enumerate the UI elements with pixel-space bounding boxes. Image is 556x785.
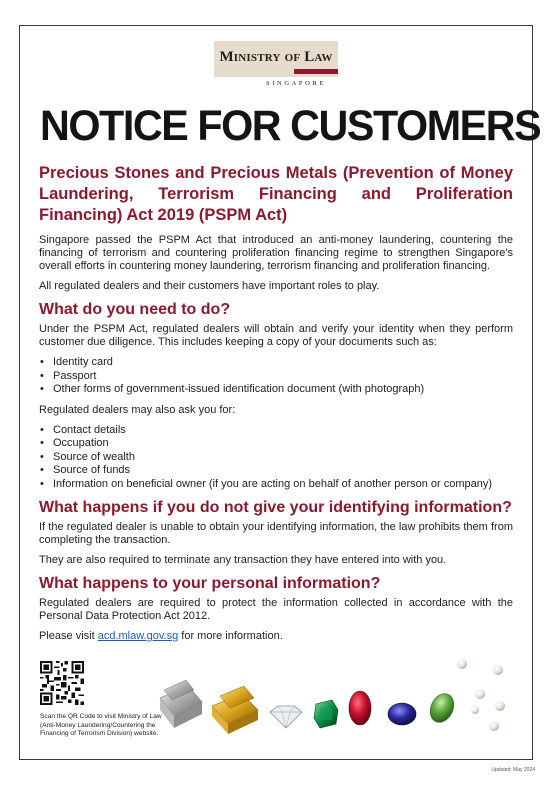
qr-caption: Scan the QR Code to visit Ministry of Law (Anti-Money Laundering/Countering the Financing of Terrorism Division) website. [40, 713, 162, 738]
sapphire-icon [388, 703, 416, 725]
pearls-icon [457, 659, 505, 731]
logo-wordmark: Ministry of Law [219, 49, 333, 65]
section-heading-what-to-do: What do you need to do? [39, 301, 231, 318]
diamond-icon [270, 706, 302, 728]
list-item: • Other forms of government-issued identification document (with photograph) [39, 383, 513, 397]
section2-paragraph: If the regulated dealer is unable to obtain your identifying information, the law prohibits them from completing the transaction. [39, 521, 513, 546]
logo-subtitle: SINGAPORE [266, 80, 326, 87]
list-item: • Passport [39, 370, 513, 384]
documents-list [39, 356, 513, 397]
list-item: • Information on beneficial owner (if you are acting on behalf of another person or company) [39, 478, 513, 492]
act-title: Precious Stones and Precious Metals (Prevention of Money Laundering, Terrorism Financing and Proliferation Financing) Act 2019 (PSPM Act) [39, 164, 513, 224]
section-heading-if-not-given: What happens if you do not give your identifying information? [39, 499, 512, 516]
silver-bars-icon [160, 680, 202, 728]
section-heading-personal-info: What happens to your personal information? [39, 575, 381, 592]
list-item: • Contact details [39, 424, 513, 438]
visit-line [39, 630, 513, 643]
list-item: • Identity card [39, 356, 513, 370]
intro-paragraph: Singapore passed the PSPM Act that introduced an anti-money laundering, countering the financing of terrorism and countering proliferation financing regime to strengthen Singapore's overall efforts in countering money laundering, terrorism financing and proliferation financing. [39, 234, 513, 272]
section3-paragraph: Regulated dealers are required to protect the information collected in accordance with the Personal Data Protection Act 2012. [39, 597, 513, 622]
list-item: • Occupation [39, 437, 513, 451]
section2-paragraph-2: They are also required to terminate any transaction they have entered into with you. [39, 554, 447, 566]
section1-paragraph: Under the PSPM Act, regulated dealers will obtain and verify your identity when they perform customer due diligence. This includes keeping a copy of your documents such as: [39, 323, 513, 348]
list-item: • Source of wealth [39, 451, 513, 465]
logo-text [214, 49, 338, 66]
ruby-icon [349, 691, 371, 725]
ministry-of-law-logo [214, 41, 338, 90]
logo-accent-bar [294, 69, 338, 74]
visit-text-before: Please visit [39, 630, 98, 642]
section1-paragraph-2: Regulated dealers may also ask you for: [39, 403, 236, 416]
jade-icon [426, 690, 459, 726]
qr-code[interactable] [40, 661, 84, 705]
list-item: • Source of funds [39, 464, 513, 478]
acd-website-link[interactable]: acd.mlaw.gov.sg [97, 630, 179, 642]
information-list [39, 424, 513, 492]
gold-bars-icon [212, 686, 258, 734]
visit-text-after: for more information. [178, 630, 283, 642]
intro-roles: All regulated dealers and their customers have important roles to play. [39, 280, 380, 292]
notice-body [39, 163, 513, 650]
page-title: NOTICE FOR CUSTOMERS [40, 102, 541, 150]
emerald-icon [314, 700, 338, 728]
precious-items-illustration [150, 650, 520, 745]
updated-date: Updated: May 2024 [491, 767, 535, 773]
